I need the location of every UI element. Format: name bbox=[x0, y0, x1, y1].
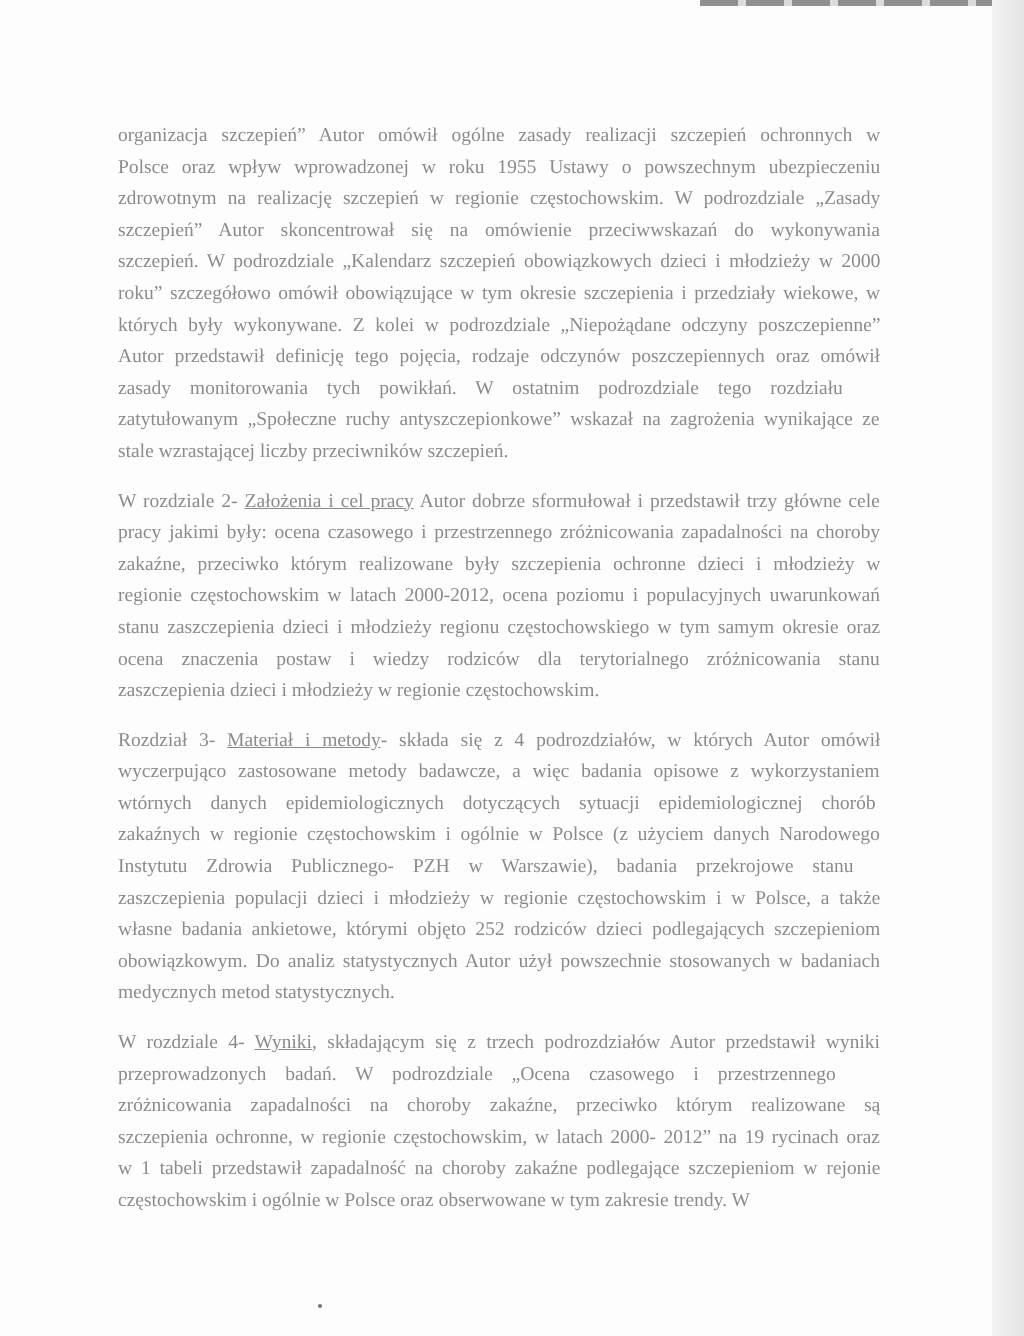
text-line: pracy jakimi były: ocena czasowego i przestrzennego zróżnicowania zapadalności na choroby bbox=[118, 522, 880, 544]
paragraph bbox=[118, 120, 880, 468]
text-line bbox=[118, 486, 880, 518]
scan-edge-top bbox=[700, 0, 1024, 6]
text-line: zdrowotnym na realizację szczepień w regionie częstochowskim. W podrozdziale „Zasady bbox=[118, 188, 880, 210]
text-line: stanu zaszczepienia dzieci i młodzieży regionu częstochowskiego w tym samym okresie oraz bbox=[118, 616, 880, 638]
paragraph bbox=[118, 1027, 880, 1217]
text-line: szczepienia ochronne, w regionie częstochowskim, w latach 2000- 2012” na 19 rycinach oraz bbox=[118, 1126, 880, 1148]
text-line: roku” szczegółowo omówił obowiązujące w tym okresie szczepienia i przedziały wiekowe, w bbox=[118, 282, 880, 304]
text-line bbox=[118, 725, 880, 757]
text-segment: , składającym się z trzech podrozdziałów Autor przedstawił wyniki bbox=[311, 1032, 880, 1054]
text-line: stale wzrastającej liczby przeciwników szczepień. bbox=[118, 440, 509, 462]
paragraph bbox=[118, 725, 880, 1009]
text-line: ocena znaczenia postaw i wiedzy rodziców dla terytorialnego zróżnicowania stanu bbox=[118, 648, 880, 670]
text-line: wyczerpująco zastosowane metody badawcze, a więc badania opisowe z wykorzystaniem bbox=[118, 761, 880, 783]
text-line: szczepień” Autor skoncentrował się na omówienie przeciwwskazań do wykonywania bbox=[118, 219, 880, 241]
text-segment: W rozdziale 4- bbox=[118, 1032, 255, 1054]
underlined-heading: Materiał i metody bbox=[227, 729, 381, 751]
text-line: Autor przedstawił definicję tego pojęcia, rodzaje odczynów poszczepiennych oraz omówił bbox=[118, 346, 880, 368]
document-body bbox=[118, 120, 880, 1235]
text-line: zakaźne, przeciwko którym realizowane były szczepienia ochronne dzieci i młodzieży w bbox=[118, 553, 880, 575]
text-line: regionie częstochowskim w latach 2000-2012, ocena poziomu i populacyjnych uwarunkowań bbox=[118, 585, 880, 607]
underlined-heading: Założenia i cel pracy bbox=[244, 490, 414, 512]
text-line: zaszczepienia populacji dzieci i młodzieży w regionie częstochowskim i w Polsce, a także bbox=[118, 887, 880, 909]
text-line: organizacja szczepień” Autor omówił ogólne zasady realizacji szczepień ochronnych w bbox=[118, 125, 880, 146]
text-line: zaszczepienia dzieci i młodzieży w regionie częstochowskim. bbox=[118, 680, 600, 702]
text-line: zatytułowanym „Społeczne ruchy antyszczepionkowe” wskazał na zagrożenia wynikające ze bbox=[118, 409, 880, 431]
text-line: częstochowskim i ogólnie w Polsce oraz obserwowane w tym zakresie trendy. W bbox=[118, 1190, 750, 1211]
text-line bbox=[118, 1027, 880, 1059]
scan-edge-right bbox=[992, 0, 1024, 1336]
text-segment: - składa się z 4 podrozdziałów, w których Autor omówił bbox=[380, 729, 880, 751]
text-line: obowiązkowym. Do analiz statystycznych Autor użył powszechnie stosowanych w badaniach bbox=[118, 950, 880, 972]
text-line: w 1 tabeli przedstawił zapadalność na choroby zakaźne podlegające szczepieniom w rejonie bbox=[118, 1158, 880, 1180]
paragraph bbox=[118, 486, 880, 707]
text-line: medycznych metod statystycznych. bbox=[118, 982, 395, 1004]
text-line: szczepień. W podrozdziale „Kalendarz szczepień obowiązkowych dzieci i młodzieży w 2000 bbox=[118, 251, 880, 273]
text-segment: W rozdziale 2- bbox=[118, 490, 245, 512]
text-line: przeprowadzonych badań. W podrozdziale „Ocena czasowego i przestrzennego bbox=[118, 1063, 836, 1085]
underlined-heading: Wyniki bbox=[254, 1032, 312, 1054]
text-line: których były wykonywane. Z kolei w podrozdziale „Niepożądane odczyny poszczepienne” bbox=[118, 314, 880, 336]
text-line: zróżnicowania zapadalności na choroby zakaźne, przeciwko którym realizowane są bbox=[118, 1095, 880, 1117]
text-line: zasady monitorowania tych powikłań. W ostatnim podrozdziale tego rozdziału bbox=[118, 377, 843, 399]
text-line: własne badania ankietowe, którymi objęto 252 rodziców dzieci podlegających szczepieniom bbox=[118, 919, 880, 941]
text-line: Polsce oraz wpływ wprowadzonej w roku 1955 Ustawy o powszechnym ubezpieczeniu bbox=[118, 156, 880, 178]
text-line: Instytutu Zdrowia Publicznego- PZH w Warszawie), badania przekrojowe stanu bbox=[118, 856, 854, 878]
page-mark bbox=[318, 1304, 322, 1308]
text-segment: Rozdział 3- bbox=[118, 729, 228, 751]
text-line: wtórnych danych epidemiologicznych dotyczących sytuacji epidemiologicznej chorób bbox=[118, 792, 876, 814]
text-segment: Autor dobrze sformułował i przedstawił trzy główne cele bbox=[413, 490, 880, 512]
text-line: zakaźnych w regionie częstochowskim i ogólnie w Polsce (z użyciem danych Narodowego bbox=[118, 824, 880, 846]
